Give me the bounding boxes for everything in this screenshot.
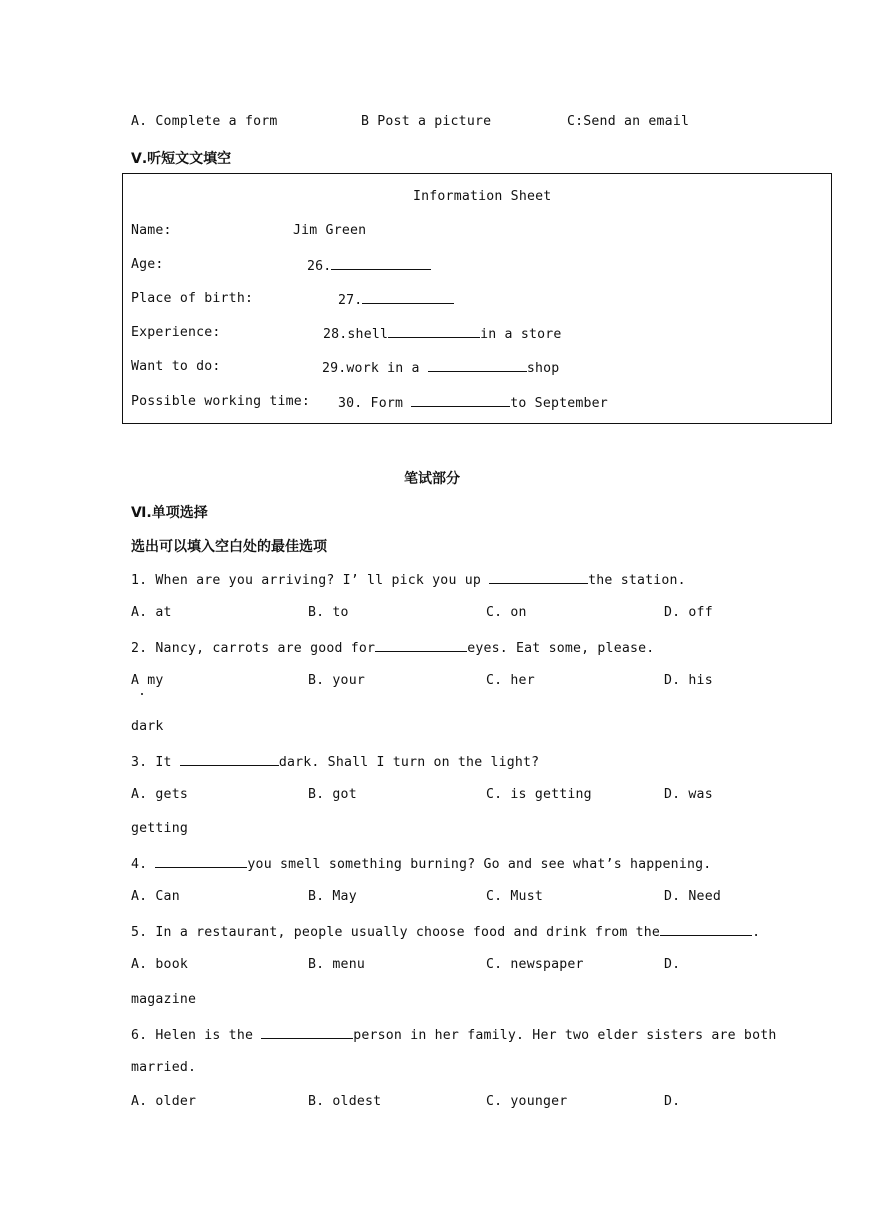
q3-option-d[interactable]: D. was [664, 787, 713, 802]
info-label-age: Age: [131, 257, 164, 272]
item-suffix: in a store [480, 327, 562, 342]
q2-option-b[interactable]: B. your [308, 673, 365, 688]
q2-option-c[interactable]: C. her [486, 673, 535, 688]
q6-option-c[interactable]: C. younger [486, 1094, 568, 1109]
q1-option-a[interactable]: A. at [131, 605, 172, 620]
question-1-blank[interactable] [489, 571, 588, 584]
item-suffix: to September [510, 396, 608, 411]
section-5-title: Ⅴ.听短文文填空 [131, 151, 232, 167]
question-text: 6. Helen is the [131, 1028, 262, 1043]
q2-overflow-text: dark [131, 719, 164, 734]
info-label-name: Name: [131, 223, 172, 238]
q4-option-c[interactable]: C. Must [486, 889, 543, 904]
q5-option-a[interactable]: A. book [131, 957, 188, 972]
option-c: C:Send an email [567, 114, 690, 129]
info-item-26 [307, 257, 431, 274]
q5-option-c[interactable]: C. newspaper [486, 957, 584, 972]
question-text: 3. It [131, 755, 180, 770]
q1-option-d[interactable]: D. off [664, 605, 713, 620]
info-label-want: Want to do: [131, 359, 221, 374]
item-prefix: 29.work in a [322, 361, 428, 376]
question-4 [131, 855, 711, 872]
question-5-blank[interactable] [660, 923, 752, 936]
question-4-blank[interactable] [155, 855, 247, 868]
answer-blank-26[interactable] [331, 257, 431, 270]
question-text: 2. Nancy, carrots are good for [131, 641, 376, 656]
q3-option-c[interactable]: C. is getting [486, 787, 592, 802]
question-5 [131, 923, 760, 940]
q3-option-a[interactable]: A. gets [131, 787, 188, 802]
info-item-27 [338, 291, 454, 308]
section-6-instruction: 选出可以填入空白处的最佳选项 [131, 539, 327, 555]
q5-overflow-text: magazine [131, 992, 197, 1007]
answer-blank-30[interactable] [411, 394, 510, 407]
item-suffix: shop [526, 361, 560, 376]
q5-option-b[interactable]: B. menu [308, 957, 365, 972]
question-3 [131, 753, 539, 770]
answer-blank-29[interactable] [428, 359, 527, 372]
info-sheet-title: Information Sheet [413, 189, 552, 204]
info-label-working-time: Possible working time: [131, 394, 311, 409]
question-2-blank[interactable] [375, 639, 467, 652]
q2-option-d[interactable]: D. his [664, 673, 713, 688]
q6-option-a[interactable]: A. older [131, 1094, 197, 1109]
question-text: you smell something burning? Go and see what’s happening. [247, 857, 712, 872]
section-6-title: Ⅵ.单项选择 [131, 505, 208, 521]
q5-option-d[interactable]: D. [664, 957, 681, 972]
question-text: person in her family. Her two elder sisters are both [353, 1028, 777, 1043]
question-6-continuation: married. [131, 1060, 197, 1075]
question-1 [131, 571, 686, 588]
info-item-28 [323, 325, 562, 342]
info-value-name: Jim Green [293, 223, 367, 238]
stray-dot [141, 693, 143, 695]
info-item-29 [322, 359, 559, 376]
question-3-blank[interactable] [180, 753, 279, 766]
item-number: 26. [307, 259, 332, 274]
q1-option-b[interactable]: B. to [308, 605, 349, 620]
written-part-heading: 笔试部分 [404, 471, 460, 487]
question-6-blank[interactable] [261, 1026, 353, 1039]
q2-option-a[interactable]: A my [131, 673, 164, 688]
info-label-experience: Experience: [131, 325, 221, 340]
option-a: A. Complete a form [131, 114, 278, 129]
question-text: dark. Shall I turn on the light? [278, 755, 540, 770]
q6-option-d[interactable]: D. [664, 1094, 681, 1109]
q4-option-b[interactable]: B. May [308, 889, 357, 904]
question-text: . [752, 925, 761, 940]
q4-option-d[interactable]: D. Need [664, 889, 721, 904]
question-text: 5. In a restaurant, people usually choose food and drink from the [131, 925, 661, 940]
item-number: 27. [338, 293, 363, 308]
answer-blank-28[interactable] [388, 325, 480, 338]
item-prefix: 28.shell [323, 327, 389, 342]
question-text: eyes. Eat some, please. [467, 641, 655, 656]
q1-option-c[interactable]: C. on [486, 605, 527, 620]
question-text: 1. When are you arriving? I’ ll pick you up [131, 573, 490, 588]
item-prefix: 30. Form [338, 396, 412, 411]
info-item-30 [338, 394, 608, 411]
option-b: B Post a picture [361, 114, 492, 129]
q4-option-a[interactable]: A. Can [131, 889, 180, 904]
question-6 [131, 1026, 777, 1043]
q3-overflow-text: getting [131, 821, 188, 836]
question-2 [131, 639, 654, 656]
q3-option-b[interactable]: B. got [308, 787, 357, 802]
info-label-birthplace: Place of birth: [131, 291, 254, 306]
question-text: 4. [131, 857, 156, 872]
question-text: the station. [588, 573, 686, 588]
q6-option-b[interactable]: B. oldest [308, 1094, 382, 1109]
answer-blank-27[interactable] [362, 291, 454, 304]
